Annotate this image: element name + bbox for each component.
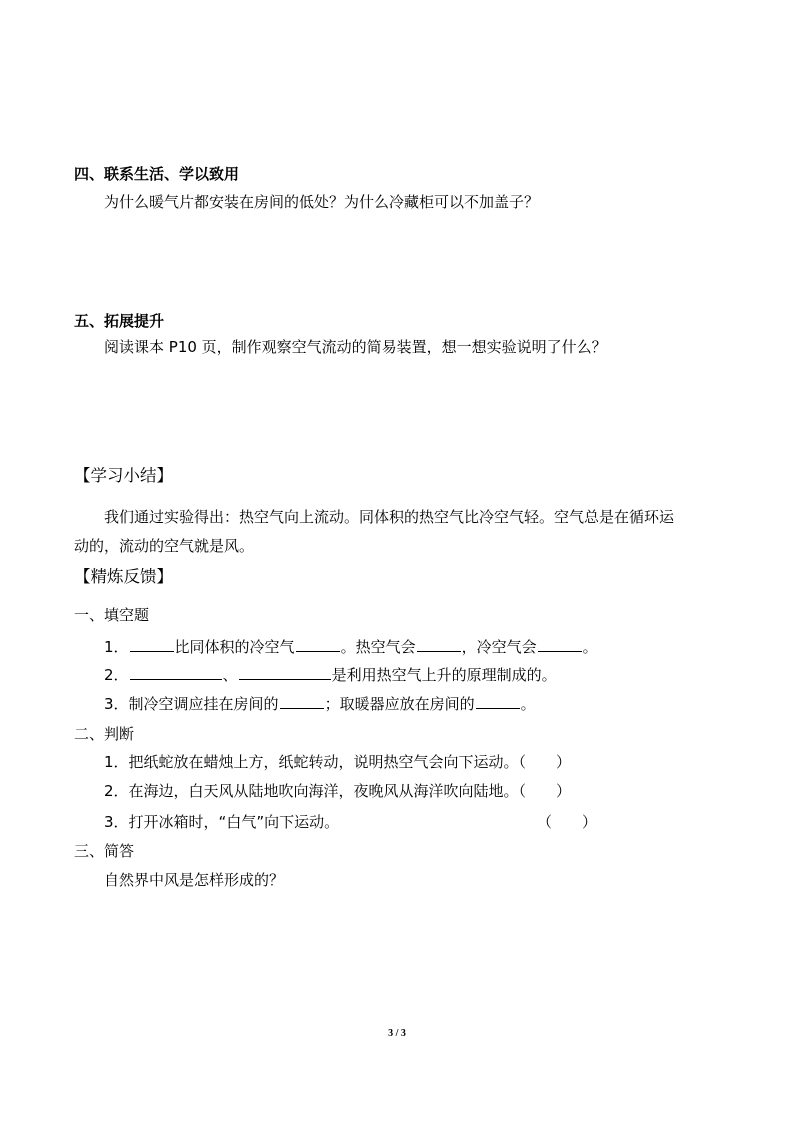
answer-blank[interactable] (296, 636, 340, 652)
question-number: 3． (104, 695, 129, 713)
answer-blank[interactable] (476, 693, 520, 709)
answer-blank[interactable] (417, 636, 461, 652)
summary-line-1: 我们通过实验得出：热空气向上流动。同体积的热空气比冷空气轻。空气总是在循环运 (104, 508, 675, 526)
question-text: 。热空气会 (340, 638, 416, 656)
question-text: ；取暖器应放在房间的 (324, 695, 475, 713)
page-number: 3 / 3 (388, 1028, 406, 1039)
answer-blank[interactable] (130, 664, 222, 680)
question-number: 2． (104, 666, 129, 684)
separator: 、 (222, 666, 238, 684)
short-answer-q1: 自然界中风是怎样形成的？ (104, 871, 285, 889)
judgment-title: 二、判断 (74, 725, 135, 743)
answer-blank[interactable] (538, 636, 582, 652)
feedback-title: 【精炼反馈】 (74, 567, 173, 586)
fill-blank-title: 一、填空题 (74, 606, 150, 624)
judgment-q1: 1．把纸蛇放在蜡烛上方，纸蛇转动，说明热空气会向下运动。（ ） (104, 753, 572, 771)
question-number: 1． (104, 638, 129, 656)
question-text: 。 (520, 695, 536, 713)
question-text: ，冷空气会 (461, 638, 537, 656)
answer-blank[interactable] (130, 636, 174, 652)
question-text: 是利用热空气上升的原理制成的。 (331, 666, 557, 684)
answer-blank[interactable] (239, 664, 331, 680)
fill-blank-q3 (104, 693, 536, 714)
section-5-title: 五、拓展提升 (74, 312, 165, 330)
section-4-title: 四、联系生活、学以致用 (74, 165, 240, 183)
question-text: 。 (582, 638, 598, 656)
question-text: 制冷空调应挂在房间的 (128, 695, 279, 713)
short-answer-title: 三、简答 (74, 842, 135, 860)
section-5-question: 阅读课本 P10 页，制作观察空气流动的简易装置，想一想实验说明了什么？ (104, 338, 607, 356)
section-4-question: 为什么暖气片都安装在房间的低处？为什么冷藏柜可以不加盖子？ (104, 193, 540, 211)
question-text: 比同体积的冷空气 (174, 638, 295, 656)
fill-blank-q2 (104, 664, 557, 685)
summary-line-2: 动的，流动的空气就是风。 (74, 537, 255, 555)
answer-blank[interactable] (280, 693, 324, 709)
judgment-q2: 2．在海边，白天风从陆地吹向海洋，夜晚风从海洋吹向陆地。（ ） (104, 782, 572, 800)
judgment-q3: 3．打开冰箱时，“白气”向下运动。 (104, 813, 340, 831)
fill-blank-q1 (104, 636, 598, 657)
summary-title: 【学习小结】 (74, 466, 173, 485)
judgment-q3-answer[interactable]: （ ） (537, 813, 598, 831)
